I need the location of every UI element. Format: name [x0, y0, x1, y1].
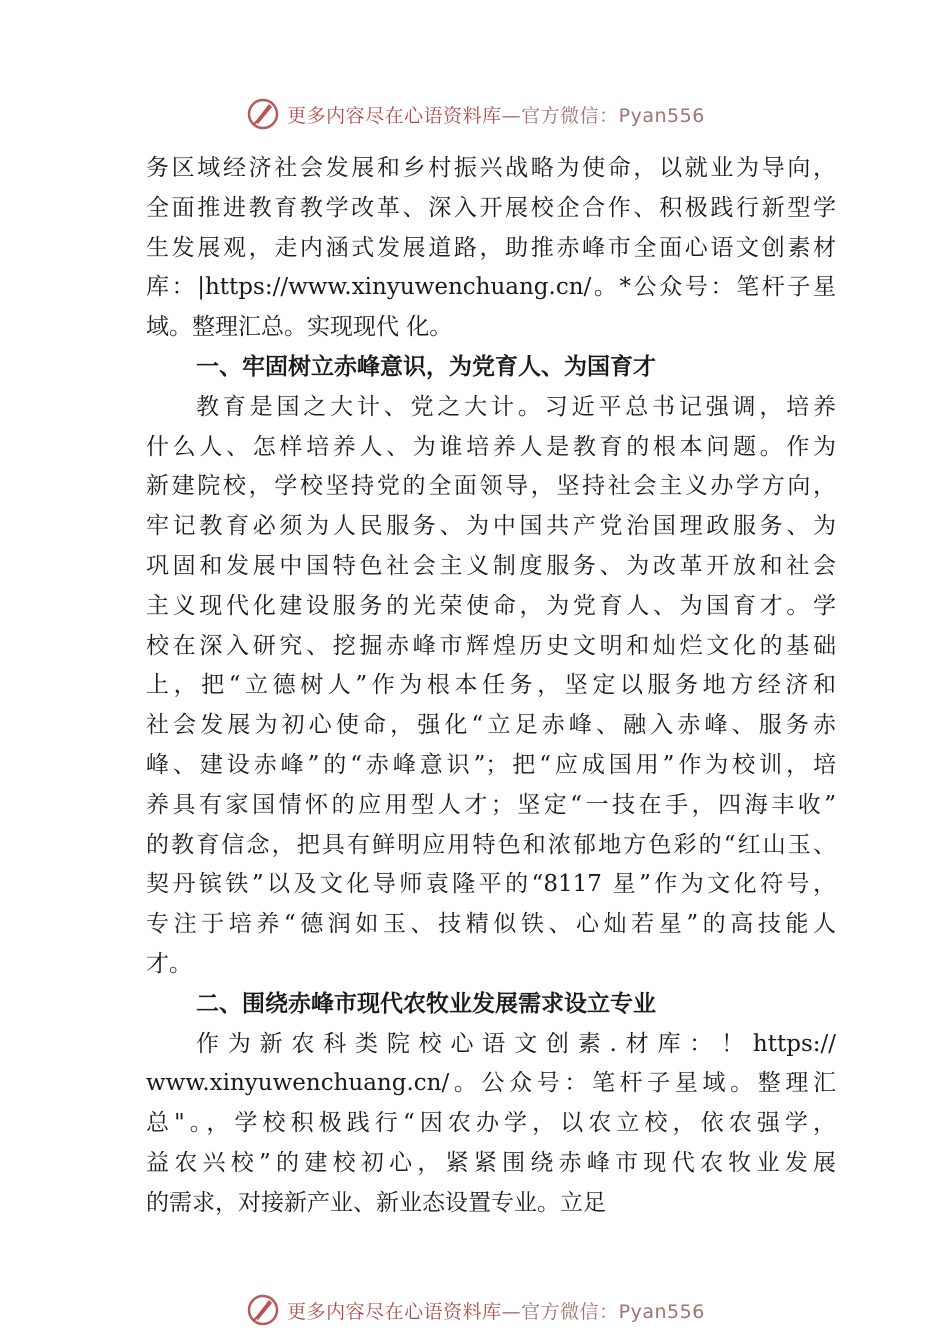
text-line: 总"。，学校积极践行“因农办学，以农立校，依农强学，	[146, 1110, 836, 1137]
document-body	[146, 149, 836, 1224]
text-line: 养具有家国情怀的应用型人才；坚定“一技在手，四海丰收”	[146, 791, 836, 818]
section-heading-2: 二、围绕赤峰市现代农牧业发展需求设立专业	[196, 990, 656, 1017]
text-line: 什么人、怎样培养人、为谁培养人是教育的根本问题。作为	[146, 433, 836, 460]
paragraph-section-1	[146, 388, 836, 985]
text-line: 务区域经济社会发展和乡村振兴战略为使命，以就业为导向，	[146, 155, 836, 181]
text-line: 益农兴校”的建校初心，紧紧围绕赤峰市现代农牧业发展	[146, 1149, 836, 1176]
text-line: 主义现代化建设服务的光荣使命，为党育人、为国育才。学	[146, 592, 836, 619]
text-line: 全面推进教育教学改革、深入开展校企合作、积极践行新型学	[146, 194, 836, 221]
text-line: 库：|https://www.xinyuwenchuang.cn/。*公众号：笔杆子星	[146, 274, 836, 301]
text-line: 教育是国之大计、党之大计。习近平总书记强调，培养	[196, 393, 836, 420]
text-line: 生发展观，走内涵式发展道路，助推赤峰市全面心语文创素材	[146, 234, 836, 261]
paragraph-intro	[146, 149, 836, 348]
text-line: 专注于培养“德润如玉、技精似铁、心灿若星”的高技能人	[146, 911, 836, 938]
text-line: 牢记教育必须为人民服务、为中国共产党治国理政服务、为	[146, 513, 836, 540]
text-line: 上，把“立德树人”作为根本任务，坚定以服务地方经济和	[146, 672, 836, 699]
text-line: 巩固和发展中国特色社会主义制度服务、为改革开放和社会	[146, 552, 836, 579]
text-line: 的需求，对接新产业、新业态设置专业。立足	[146, 1189, 606, 1216]
text-line: 域。整理汇总。实现现代 化。	[146, 314, 453, 341]
text-line: 新建院校，学校坚持党的全面领导，坚持社会主义办学方向，	[146, 473, 836, 500]
text-line: 作为新农科类院校心语文创素.材库：！https://	[196, 1030, 836, 1057]
section-heading-1: 一、牢固树立赤峰意识，为党育人、为国育才	[196, 353, 656, 380]
text-line: 校在深入研究、挖掘赤峰市辉煌历史文明和灿烂文化的基础	[146, 632, 836, 659]
header-watermark-banner	[0, 94, 950, 134]
watermark-text: 更多内容尽在心语资料库—官方微信：Pyan556	[287, 104, 705, 127]
text-line: 的教育信念，把具有鲜明应用特色和浓郁地方色彩的“红山玉、	[146, 831, 836, 858]
text-line: www.xinyuwenchuang.cn/。公众号：笔杆子星域。整理汇	[146, 1070, 836, 1097]
quill-logo-icon	[245, 1292, 281, 1328]
quill-logo-icon	[245, 96, 281, 132]
text-line: 峰、建设赤峰”的“赤峰意识”；把“应成国用”作为校训，培	[146, 751, 836, 778]
watermark-text: 更多内容尽在心语资料库—官方微信：Pyan556	[287, 1300, 705, 1323]
text-line: 才。	[146, 950, 192, 977]
paragraph-section-2	[146, 1025, 836, 1224]
text-line: 契丹镔铁”以及文化导师袁隆平的“8117 星”作为文化符号，	[146, 871, 836, 898]
text-line: 社会发展为初心使命，强化“立足赤峰、融入赤峰、服务赤	[146, 712, 836, 739]
footer-watermark-banner	[0, 1290, 950, 1330]
